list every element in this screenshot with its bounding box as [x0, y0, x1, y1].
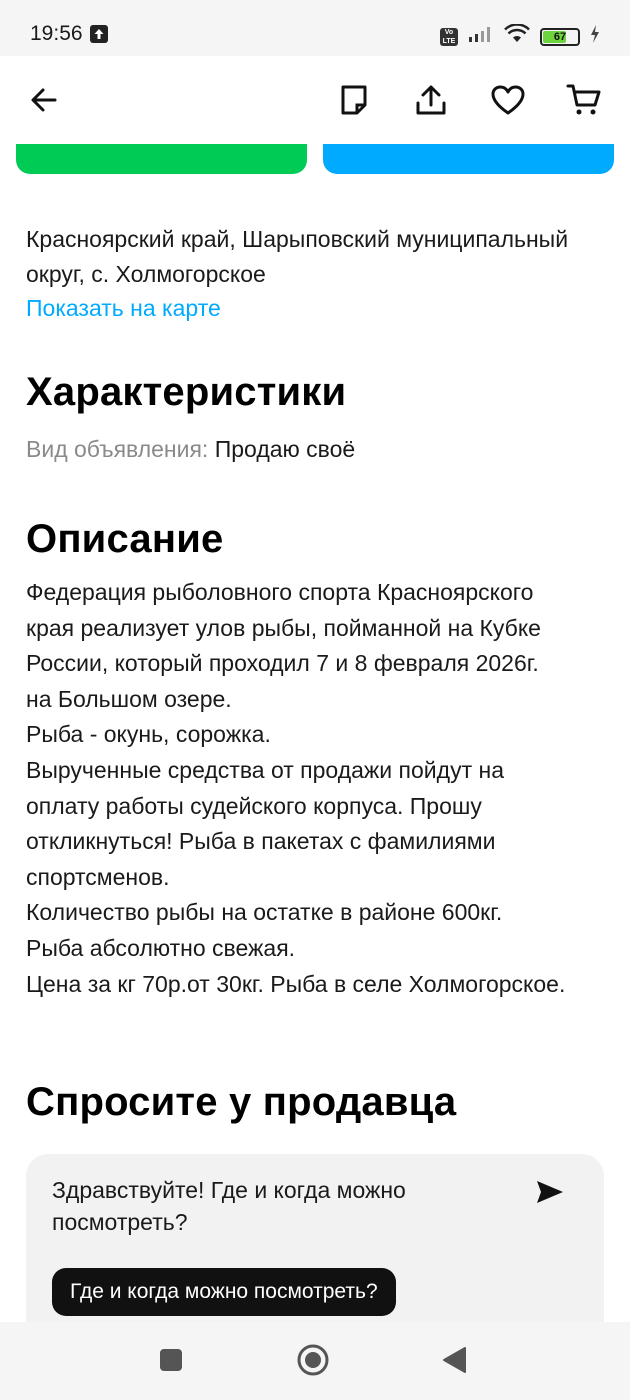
description-text [26, 575, 616, 1002]
back-arrow-icon[interactable] [20, 76, 68, 124]
cart-icon[interactable] [560, 76, 608, 124]
top-app-bar [0, 56, 630, 144]
characteristic-value: Продаю своё [214, 436, 356, 462]
characteristic-key: Вид объявления: [26, 436, 209, 462]
message-input[interactable]: Здравствуйте! Где и когда можно посмотреть? [52, 1177, 406, 1235]
description-line: спортсменов. [26, 863, 170, 890]
quick-reply-chip[interactable]: Где и когда можно посмотреть? [52, 1268, 396, 1316]
volte-icon: Vo LTE [440, 28, 458, 46]
home-icon[interactable] [293, 1340, 333, 1380]
share-icon[interactable] [407, 76, 455, 124]
call-button[interactable] [16, 144, 307, 174]
recents-icon[interactable] [151, 1340, 191, 1380]
heart-icon[interactable] [484, 76, 532, 124]
description-line: оплату работы судейского корпуса. Прошу [26, 792, 482, 819]
description-heading: Описание [26, 517, 224, 561]
characteristic-row [26, 433, 355, 465]
description-line: откликнуться! Рыба в пакетах с фамилиями [26, 828, 496, 855]
description-line: Рыба - окунь, сорожка. [26, 721, 271, 748]
description-line: Цена за кг 70р.от 30кг. Рыба в селе Холмогорское. [26, 970, 566, 997]
description-line: на Большом озере. [26, 685, 232, 712]
charging-icon [590, 25, 600, 48]
message-button[interactable] [323, 144, 614, 174]
send-icon[interactable] [532, 1174, 568, 1210]
description-line: Федерация рыболовного спорта Красноярского [26, 579, 534, 605]
wifi-icon [504, 24, 530, 49]
note-icon[interactable] [330, 76, 378, 124]
status-bar [0, 0, 630, 56]
ask-seller-heading: Спросите у продавца [26, 1080, 457, 1124]
status-time: 19:56 [30, 22, 83, 45]
status-icons [440, 24, 600, 49]
description-line: Количество рыбы на остатке в районе 600кг. [26, 899, 503, 926]
signal-icon [468, 25, 494, 48]
characteristics-heading: Характеристики [26, 370, 347, 414]
system-nav-bar [0, 1322, 630, 1400]
battery-level: 67 [553, 30, 567, 43]
upload-notification-icon [90, 25, 108, 43]
description-line: края реализует улов рыбы, пойманной на Кубке [26, 614, 541, 641]
show-on-map-link[interactable]: Показать на карте [26, 295, 221, 321]
description-line: России, который проходил 7 и 8 февраля 2026г. [26, 650, 539, 677]
description-line: Рыба абсолютно свежая. [26, 934, 296, 961]
battery-icon [540, 28, 580, 46]
location-address: Красноярский край, Шарыповский муниципальный округ, с. Холмогорское [26, 226, 569, 287]
back-icon[interactable] [434, 1340, 474, 1380]
description-line: Вырученные средства от продажи пойдут на [26, 756, 504, 783]
